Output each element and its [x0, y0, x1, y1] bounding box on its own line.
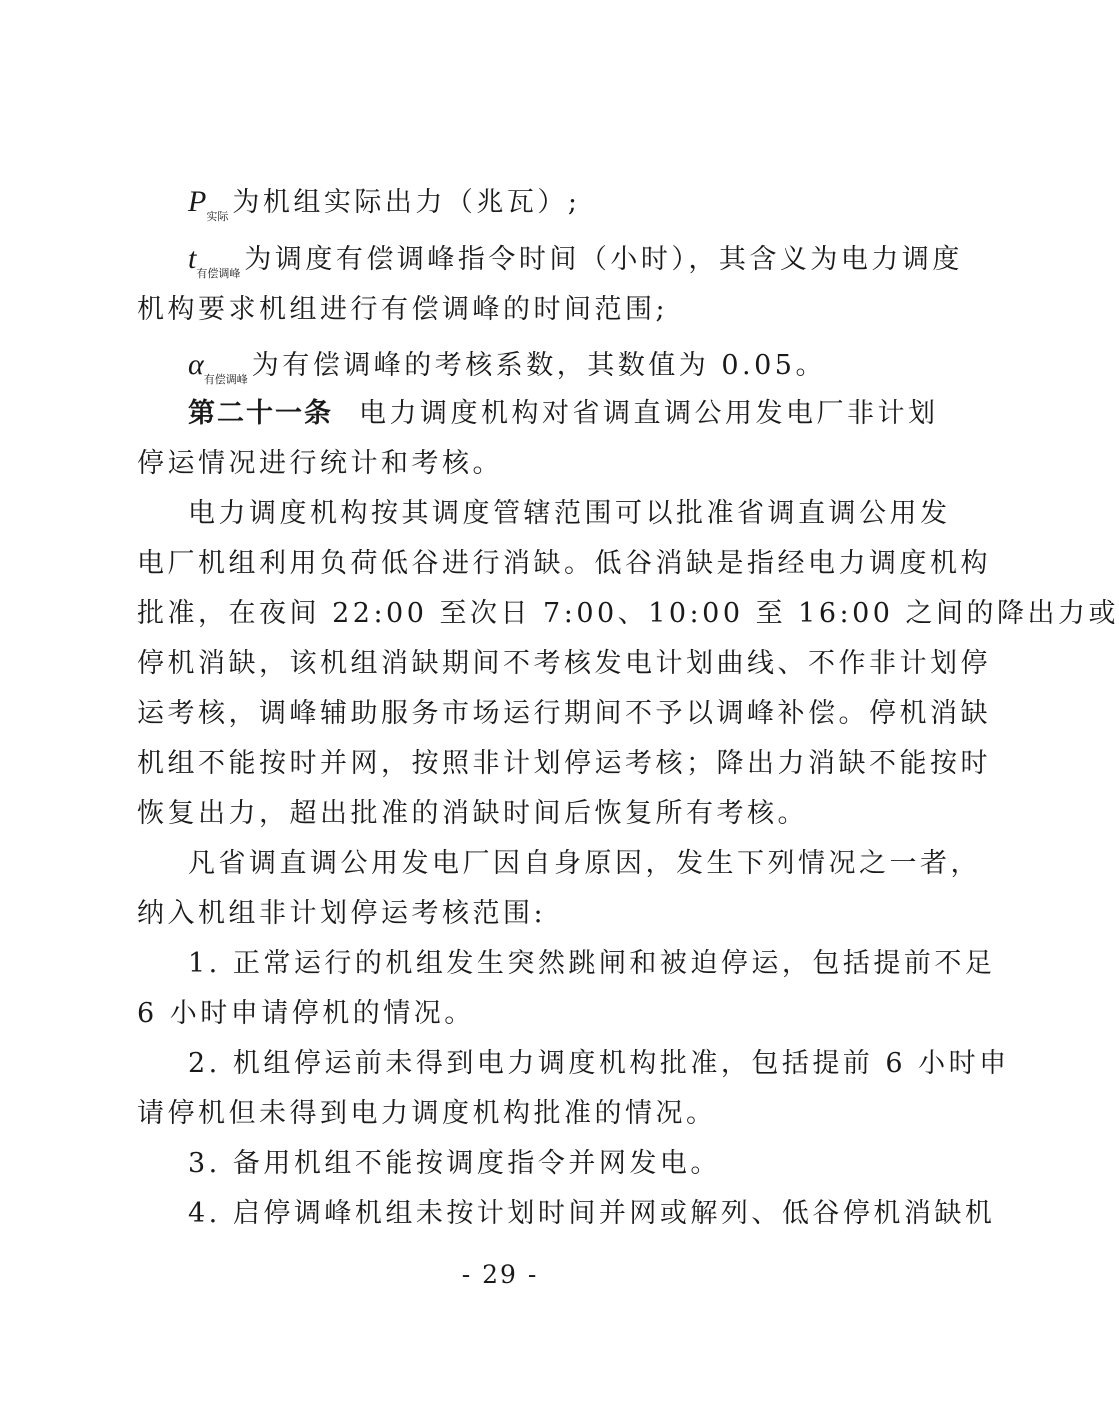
list-item-continuation: 6 小时申请停机的情况。 [137, 998, 475, 1029]
article-heading-line [188, 394, 939, 434]
definition-text: 为调度有偿调峰指令时间（小时），其含义为电力调度 [244, 244, 963, 275]
subscript-paid-peak: 有偿调峰 [196, 267, 241, 280]
article-title: 第二十一条 [188, 398, 333, 429]
definition-alpha [188, 345, 882, 385]
definition-text: 为机组实际出力（兆瓦）; [232, 187, 581, 218]
definition-t-continuation: 机构要求机组进行有偿调峰的时间范围; [137, 294, 669, 325]
definition-text: 为有偿调峰的考核系数，其数值为 0.05。 [251, 350, 826, 381]
list-item-continuation: 请停机但未得到电力调度机构批准的情况。 [137, 1098, 717, 1129]
paragraph-line: 纳入机组非计划停运考核范围: [137, 898, 547, 929]
symbol-t: t [188, 242, 197, 275]
paragraph-line: 机组不能按时并网，按照非计划停运考核；降出力消缺不能按时 [137, 748, 991, 779]
paragraph-line: 电厂机组利用负荷低谷进行消缺。低谷消缺是指经电力调度机构 [137, 548, 991, 579]
article-line: 停运情况进行统计和考核。 [137, 448, 503, 479]
article-text: 电力调度机构对省调直调公用发电厂非计划 [359, 398, 939, 429]
definition-p-actual [188, 182, 882, 222]
paragraph-line: 恢复出力，超出批准的消缺时间后恢复所有考核。 [137, 798, 808, 829]
list-item: 4. 启停调峰机组未按计划时间并网或解列、低谷停机消缺机 [188, 1198, 996, 1229]
symbol-alpha: α [188, 348, 204, 381]
list-item: 2. 机组停运前未得到电力调度机构批准，包括提前 6 小时申 [188, 1048, 1010, 1079]
subscript-paid-peak: 有偿调峰 [203, 373, 248, 386]
subscript-actual: 实际 [206, 210, 229, 223]
paragraph-line: 批准，在夜间 22:00 至次日 7:00、10:00 至 16:00 之间的降出力或 [137, 598, 1119, 629]
paragraph-line: 停机消缺，该机组消缺期间不考核发电计划曲线、不作非计划停 [137, 648, 991, 679]
paragraph-line: 运考核，调峰辅助服务市场运行期间不予以调峰补偿。停机消缺 [137, 698, 991, 729]
paragraph-line: 凡省调直调公用发电厂因自身原因，发生下列情况之一者， [188, 848, 981, 879]
list-item: 3. 备用机组不能按调度指令并网发电。 [188, 1148, 721, 1179]
paragraph-line: 电力调度机构按其调度管辖范围可以批准省调直调公用发 [188, 498, 951, 529]
symbol-p: P [188, 185, 207, 218]
page-number: - 29 - [461, 1260, 539, 1289]
list-item: 1. 正常运行的机组发生突然跳闸和被迫停运，包括提前不足 [188, 948, 996, 979]
definition-t-peak [188, 239, 963, 280]
